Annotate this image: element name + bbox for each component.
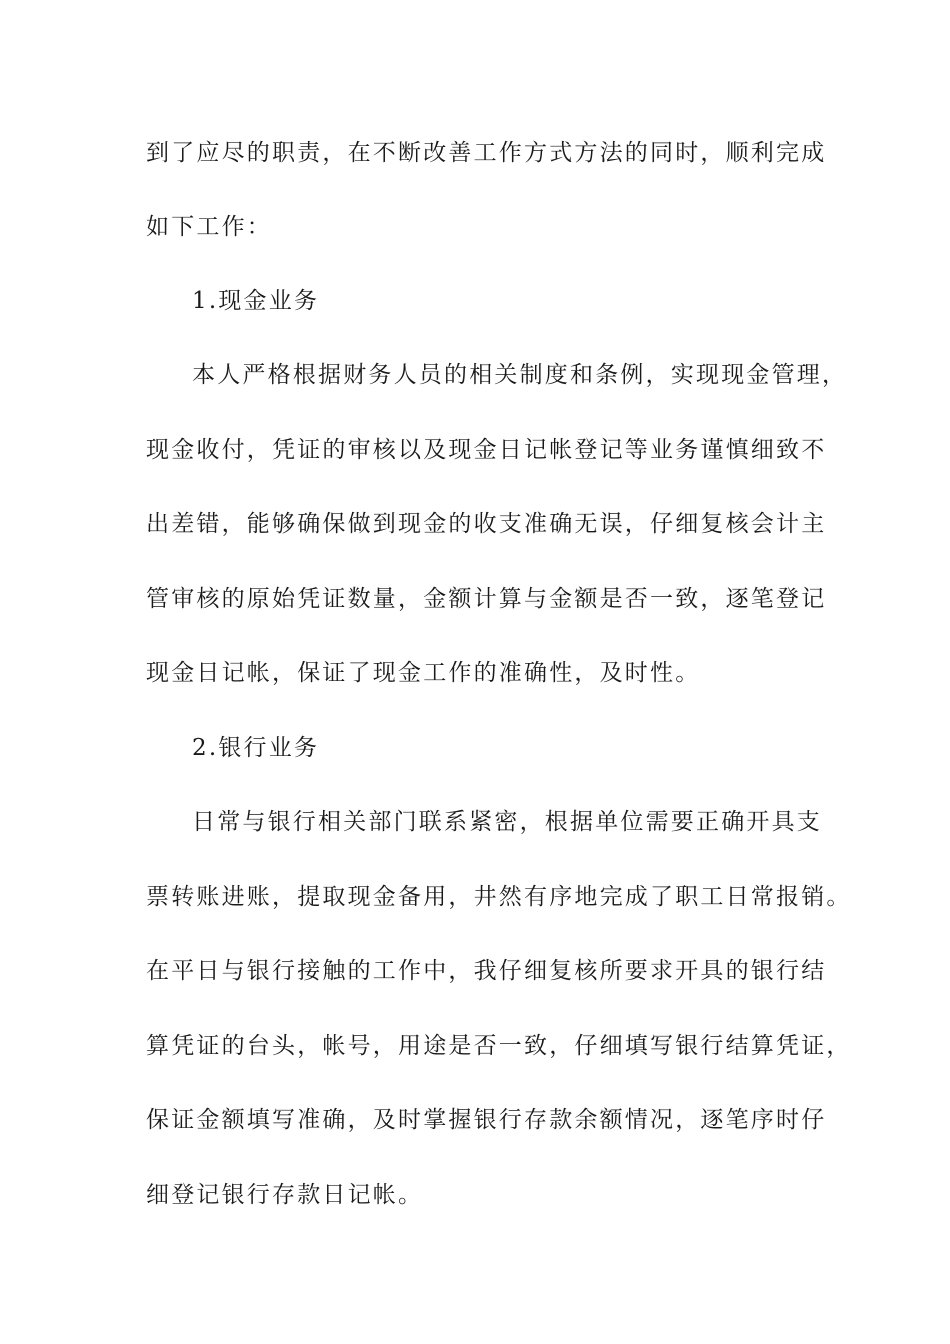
- paragraph-line: 现金收付，凭证的审核以及现金日记帐登记等业务谨慎细致不: [146, 437, 827, 463]
- paragraph-line: 到了应尽的职责，在不断改善工作方式方法的同时，顺利完成: [146, 140, 827, 166]
- section-heading-cash: 1.现金业务: [192, 288, 320, 314]
- paragraph-line: 日常与银行相关部门联系紧密，根据单位需要正确开具支: [192, 809, 822, 835]
- paragraph-line: 管审核的原始凭证数量，金额计算与金额是否一致，逐笔登记: [146, 586, 827, 612]
- paragraph-line: 算凭证的台头，帐号，用途是否一致，仔细填写银行结算凭证，: [146, 1033, 852, 1059]
- paragraph-line: 出差错，能够确保做到现金的收支准确无误，仔细复核会计主: [146, 511, 827, 537]
- paragraph-line: 现金日记帐，保证了现金工作的准确性，及时性。: [146, 660, 701, 686]
- paragraph-line: 本人严格根据财务人员的相关制度和条例，实现现金管理，: [192, 362, 848, 388]
- section-heading-bank: 2.银行业务: [192, 735, 320, 761]
- paragraph-line: 票转账进账，提取现金备用，井然有序地完成了职工日常报销。: [146, 884, 852, 910]
- paragraph-line: 保证金额填写准确，及时掌握银行存款余额情况，逐笔序时仔: [146, 1107, 827, 1133]
- paragraph-line: 细登记银行存款日记帐。: [146, 1182, 424, 1208]
- paragraph-line: 如下工作：: [146, 214, 272, 240]
- paragraph-line: 在平日与银行接触的工作中，我仔细复核所要求开具的银行结: [146, 958, 827, 984]
